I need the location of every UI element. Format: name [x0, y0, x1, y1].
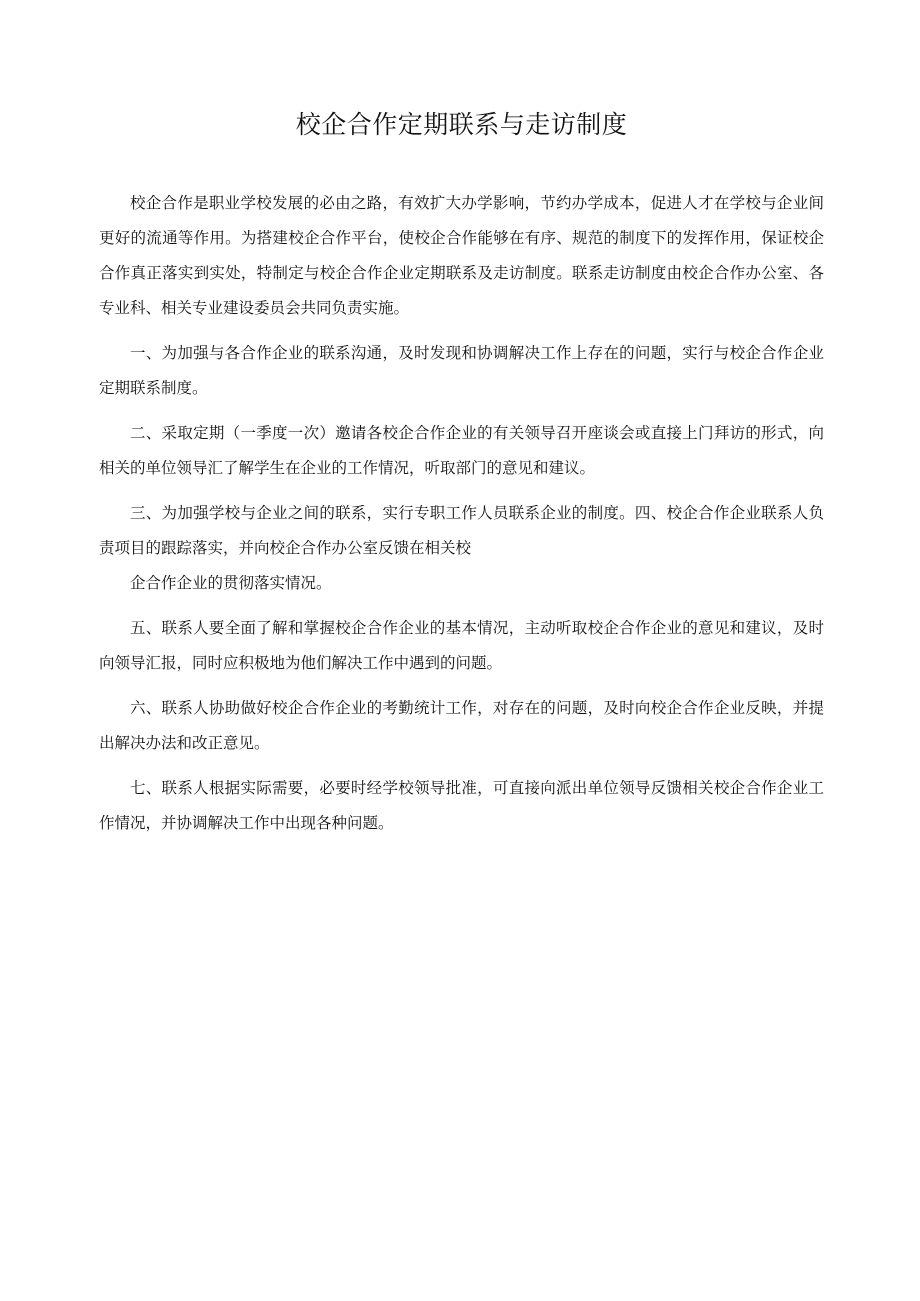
- intro-paragraph: 校企合作是职业学校发展的必由之路，有效扩大办学影响，节约办学成本，促进人才在学校与企业间更好的流通等作用。为搭建校企合作平台，使校企合作能够在有序、规范的制度下的发挥作用，保证校企合作真正落实到实处，特制定与校企合作企业定期联系及走访制度。联系走访制度由校企合作办公室、各专业科、相关专业建设委员会共同负责实施。: [99, 194, 824, 317]
- clause-1-paragraph: 一、为加强与各合作企业的联系沟通，及时发现和协调解决工作上存在的问题，实行与校企合作企业定期联系制度。: [99, 344, 824, 397]
- clause-6-paragraph: 六、联系人协助做好校企合作企业的考勤统计工作，对存在的问题，及时向校企合作企业反映，并提出解决办法和改正意见。: [99, 699, 824, 752]
- clause-4-continuation-paragraph: 企合作企业的贯彻落实情况。: [130, 574, 332, 592]
- clause-2-paragraph: 二、采取定期（一季度一次）邀请各校企合作企业的有关领导召开座谈会或直接上门拜访的形式，向相关的单位领导汇了解学生在企业的工作情况，听取部门的意见和建议。: [99, 424, 824, 477]
- clause-3-4-paragraph: 三、为加强学校与企业之间的联系，实行专职工作人员联系企业的制度。四、校企合作企业联系人负责项目的跟踪落实，并向校企合作办公室反馈在相关校: [99, 504, 824, 557]
- clause-7-paragraph: 七、联系人根据实际需要，必要时经学校领导批准，可直接向派出单位领导反馈相关校企合作企业工作情况，并协调解决工作中出现各种问题。: [99, 779, 824, 832]
- clause-5-paragraph: 五、联系人要全面了解和掌握校企合作企业的基本情况，主动听取校企合作企业的意见和建议，及时向领导汇报，同时应积极地为他们解决工作中遇到的问题。: [99, 619, 824, 672]
- document-title: 校企合作定期联系与走访制度: [295, 110, 628, 139]
